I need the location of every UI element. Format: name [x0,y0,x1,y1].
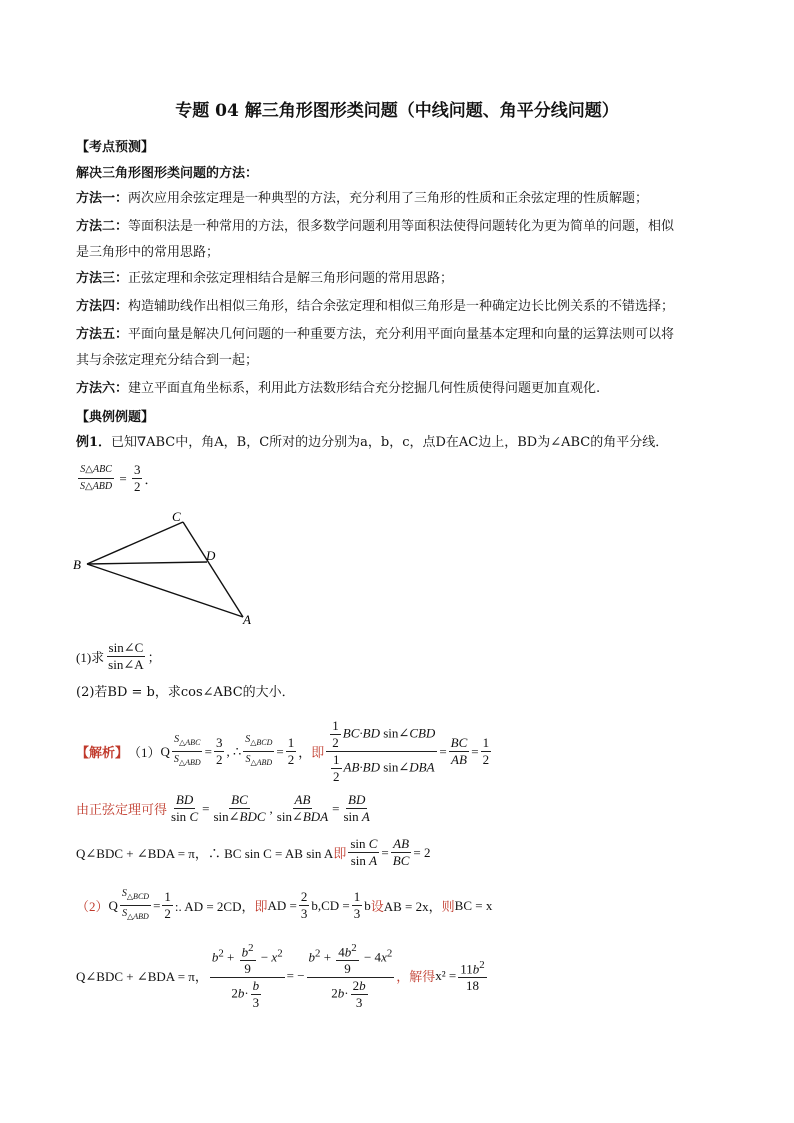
cos-fraction-1: $b^2$ + $\frac{b^2}{9}$ − $x^2$ 2b· $\frac{b}{3}$ [211,942,283,1011]
method-5 [76,326,674,344]
q1-prefix: (1)求 [76,650,105,665]
method-label: 方法五： [76,327,129,342]
ad-2cd: :. AD = 2CD， [174,899,255,914]
segment-ca [183,522,243,617]
part1-label: （1） [128,745,161,760]
method-6 [76,380,600,398]
angle-sum-lead: Q∠BDC + ∠BDA = π， [76,969,208,985]
x-squared: x² = [435,967,457,983]
vertex-label-d: D [206,548,216,563]
method-5-continued: 其与余弦定理充分结合到一起； [76,353,259,368]
triangle-figure [70,508,270,634]
ab-eq: AB = 2x， [383,899,442,914]
area-formula-ratio: $\frac{1}{2}$ BC·BD sin∠CBD $\frac{1}{2}$ AB·BD sin∠DBA [326,718,437,785]
solution-line-2: 由正弦定理可得 $\frac{BD}{\text{sin C}}$ = $\frac{BC}{\text{sin∠BDC}}$ , $\frac{AB}{\text{sin∠BDA}}$ = $\frac{BD}{\text{sin A}}$ [76,792,370,824]
part2-label: （2） [76,899,109,914]
method-label: 方法三： [76,271,129,286]
ratio-value-den: 2 [133,479,141,494]
method-text: 等面积法是一种常用的方法，很多数学问题利用等面积法使得问题转化为更为简单的问题，相似 [128,219,675,234]
solution-line-5: Q∠BDC + ∠BDA = π， $b^2$ + $\frac{b^2}{9}$ − $x^2$ 2b· $\frac{b}{3}$ = − $b^2$ + $\frac{4b^2}{9}$ − $4x^2$ 2b· $\frac{2b}{3}$ ，解得 x² = $\frac{11b^2}{18}$ [76,942,485,1011]
method-3 [76,270,453,288]
q1-suffix: ； [147,650,161,665]
method-text: 建立平面直角坐标系，利用此方法数形结合充分挖掘几何性质使得问题更加直观化. [128,381,601,396]
method-label: 方法二： [76,219,129,234]
page-title: 专题 04 解三角形图形类问题（中线问题、角平分线问题） [175,101,619,121]
ji-label-3: 即 [254,899,268,914]
cos-fraction-2: $b^2$ + $\frac{4b^2}{9}$ − $4x^2$ 2b· $\frac{2b}{3}$ [308,942,393,1011]
method-text: 构造辅助线作出相似三角形，结合余弦定理和相似三角形是一种确定边长比例关系的不错选择； [128,299,675,314]
section-forecast-heading: 【考点预测】 [76,140,155,155]
question-2: (2)若BD = b，求cos∠ABC的大小． [76,685,295,700]
method-text: 两次应用余弦定理是一种典型的方法，充分利用了三角形的性质和正余弦定理的性质解题； [128,191,649,206]
section-examples-heading: 【典例例题】 [76,410,155,425]
ratio-num: S△ABC [78,462,114,479]
vertex-label-b: B [73,557,81,572]
segment-ba [87,564,243,617]
vertex-label-a: A [243,612,251,627]
sine-law-lead: 由正弦定理可得 [76,802,168,817]
method-1 [76,190,648,208]
q1-fraction [106,640,145,673]
q1-num: sin∠C [108,640,144,655]
method-2-continued: 是三角形中的常用思路； [76,245,220,260]
example-statement [76,434,668,452]
ad-eq: AD = [267,897,297,913]
therefore-symbol: ∴ [232,743,242,759]
solution-tag: 【解析】 [76,745,129,760]
q1-den: sin∠A [108,657,144,672]
solution-line-4: （2） Q $\frac{S_{\triangle BCD}}{S_{\triangle ABD}}$ = $\frac{1}{2}$ :. AD = 2CD， 即 AD = $\frac{2}{3}$ b,CD = $\frac{1}{3}$ b 设 AB = 2x， 则 BC = x [76,888,493,921]
method-text: 平面向量是解决几何问题的一种重要方法，充分利用平面向量基本定理和向量的运算法则可以将 [128,327,675,342]
ji-label-2: 即 [333,846,347,861]
bc-eq: BC = x [454,897,493,913]
methods-heading: 解决三角形图形类问题的方法： [76,166,259,181]
method-4 [76,298,674,316]
ratio-result: = 2 [413,844,431,860]
solution-line-3: Q∠BDC + ∠BDA = π，∴ BC sin C = AB sin A 即 $\frac{\text{sin C}}{\text{sin A}}$ = $\frac{AB}{BC}$ = 2 [76,836,431,868]
method-2 [76,218,674,236]
segment-bd [87,562,207,564]
solve-label: ，解得 [396,969,436,985]
ratio-den: S△ABD [80,481,113,492]
vertex-label-c: C [172,509,181,524]
ratio-fraction [78,462,114,495]
solution-line-1: 【解析】 （1） Q $\frac{S_{\triangle ABC}}{S_{\triangle ABD}}$ = $\frac{3}{2}$ , ∴ $\frac{S_{\triangle BCD}}{S_{\triangle ABD}}$ = $\frac{1}{2}$ ， 即 $\frac{1}{2}$ BC·BD sin∠CBD $\frac{1}{2}$ AB·BD sin∠DBA = $\frac{BC}{AB}$ = $\frac{1}{2}$ [76,718,490,784]
method-label: 方法一： [76,191,129,206]
area-ratio-abc-abd: $\frac{S_{\triangle ABC}}{S_{\triangle ABD}}$ [173,734,201,767]
ratio-value-num: 3 [133,462,141,477]
set-label: 设 [370,899,384,914]
ji-label: 即 [311,745,325,760]
given-ratio: $\frac{\text{S△ABC}}{\text{S△ABD}}$ = $\frac{3}{2}$ ． [80,462,158,494]
method-label: 方法四： [76,299,129,314]
method-label: 方法六： [76,381,129,396]
then-label: 则 [441,899,455,914]
because-symbol: Q [160,743,170,759]
example-label: 例1． [76,435,112,450]
b-var: b [364,897,371,913]
segment-bc [87,522,183,564]
example-intro: 已知∇ABC中，角A，B，C所对的边分别为a，b，c，点D在AC边上，BD为∠ABC的角平分线． [111,435,669,450]
area-ratio-bcd-abd: $\frac{S_{\triangle BCD}}{S_{\triangle ABD}}$ [245,734,273,767]
angle-sum-relation: Q∠BDC + ∠BDA = π，∴ BC sin C = AB sin A [76,846,334,861]
question-1 [76,640,161,673]
ratio-value [132,462,143,495]
cd-eq: b,CD = [311,897,350,913]
method-text: 正弦定理和余弦定理相结合是解三角形问题的常用思路； [128,271,454,286]
